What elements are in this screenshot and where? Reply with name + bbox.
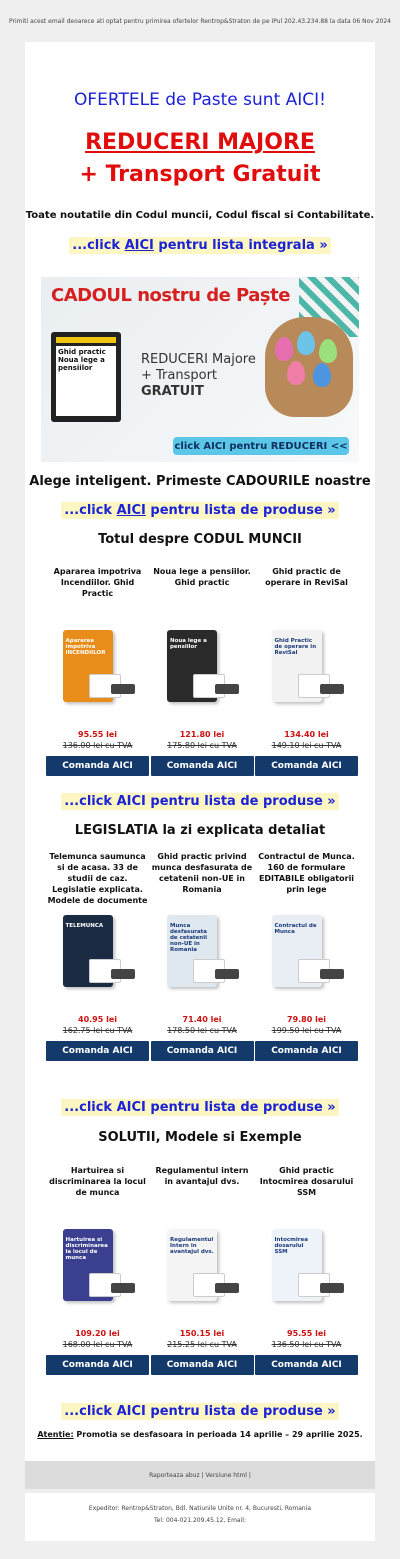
click-products-4-text[interactable]: ...click AICI pentru lista de produse » xyxy=(61,1403,338,1420)
product-name[interactable]: Ghid practic privind munca desfasurata de cetatenii non-UE in Romania xyxy=(151,852,253,894)
order-button[interactable]: Comanda AICI xyxy=(151,1041,254,1061)
banner-book xyxy=(51,332,121,422)
product-price: 95.55 lei xyxy=(78,730,117,739)
click-integral-link[interactable]: AICI xyxy=(124,238,154,253)
product-image[interactable] xyxy=(157,626,247,716)
click-products-line-1[interactable] xyxy=(25,503,375,518)
order-button[interactable]: Comanda AICI xyxy=(46,756,149,776)
usb-stick-icon xyxy=(111,969,135,979)
product-old-price: 175.80 lei cu TVA xyxy=(167,741,237,750)
usb-stick-icon xyxy=(111,1283,135,1293)
product-card xyxy=(151,566,254,776)
click-integral-suffix: pentru lista integrala » xyxy=(153,238,328,253)
click-products-2-text[interactable]: ...click AICI pentru lista de produse » xyxy=(61,793,338,810)
product-name[interactable]: Telemunca saumunca si de acasa. 33 de studii de caz. Legislatie explicata. Modele de documente xyxy=(47,852,148,905)
click-integral-prefix: ...click xyxy=(72,238,125,253)
product-image[interactable] xyxy=(53,911,143,1001)
footer-address: Expeditor: Rentrop&Straton, Bdl. Natiunile Unite nr. 4, Bucuresti, Romania xyxy=(88,1505,312,1512)
product-cover-title: Apararea impotriva INCENDIILOR xyxy=(65,638,106,656)
product-price: 79.80 lei xyxy=(287,1015,326,1024)
product-cover-title: Noua lege a pensiilor xyxy=(170,638,207,650)
product-old-price: 199.50 lei cu TVA xyxy=(271,1026,342,1035)
product-price: 150.15 lei xyxy=(179,1329,225,1338)
product-name[interactable]: Apararea impotriva Incendiilor. Ghid Practic xyxy=(53,567,142,598)
promo-notice-label: Atentie: xyxy=(37,1430,74,1439)
product-old-price: 178.50 lei cu TVA xyxy=(167,1026,237,1035)
product-card xyxy=(151,851,254,1061)
banner-offer-text xyxy=(141,352,281,400)
product-card xyxy=(46,566,149,776)
click-products-line-3[interactable] xyxy=(25,1100,375,1115)
usb-stick-icon xyxy=(215,684,239,694)
banner-book-title: Noua lege a pensiilor xyxy=(58,356,105,372)
product-old-price: 136.00 lei cu TVA xyxy=(62,741,133,750)
usb-stick-icon xyxy=(320,969,344,979)
click-products-1-suffix: pentru lista de produse » xyxy=(145,503,336,518)
section-title-legislatia: LEGISLATIA la zi explicata detaliat xyxy=(74,823,326,838)
product-name[interactable]: Contractul de Munca. 160 de formulare EDITABILE obligatorii prin lege xyxy=(258,852,355,894)
product-grid-1 xyxy=(46,566,358,776)
section-title-solutii: SOLUTII, Modele si Exemple xyxy=(98,1130,302,1145)
usb-stick-icon xyxy=(320,684,344,694)
product-cover-title: Contractul de Munca xyxy=(274,923,317,935)
product-price: 71.40 lei xyxy=(182,1015,222,1024)
click-products-3-text[interactable]: ...click AICI pentru lista de produse » xyxy=(61,1099,338,1116)
product-image[interactable] xyxy=(157,1225,247,1315)
usb-stick-icon xyxy=(215,1283,239,1293)
product-old-price: 136.50 lei cu TVA xyxy=(271,1340,342,1349)
banner-offer-line1: REDUCERI Majore xyxy=(141,352,256,367)
banner-cta-button[interactable]: click AICI pentru REDUCERI << xyxy=(173,437,349,455)
product-old-price: 162.75 lei cu TVA xyxy=(62,1026,133,1035)
click-products-line-2[interactable] xyxy=(25,794,375,809)
banner-book-type: Ghid practic xyxy=(58,348,106,356)
order-button[interactable]: Comanda AICI xyxy=(255,756,358,776)
product-price: 109.20 lei xyxy=(75,1329,120,1338)
product-name[interactable]: Regulamentul intern in avantajul dvs. xyxy=(155,1166,249,1186)
usb-stick-icon xyxy=(111,684,135,694)
header-note: Primiti acest email deoarece ati optat pentru primirea ofertelor Rentrop&Straton de pe IPul 202.43.234.88 la data 06 Nov 2024 xyxy=(9,17,391,25)
email-card xyxy=(25,42,375,1461)
banner-book-label xyxy=(56,337,116,343)
usb-stick-icon xyxy=(215,969,239,979)
promo-notice-text: Promotia se desfasoara in perioada 14 aprilie – 29 aprilie 2025. xyxy=(73,1430,363,1439)
product-name[interactable]: Ghid practic de operare in ReviSal xyxy=(265,567,348,587)
product-image[interactable] xyxy=(262,626,352,716)
order-button[interactable]: Comanda AICI xyxy=(46,1041,149,1061)
order-button[interactable]: Comanda AICI xyxy=(255,1355,358,1375)
banner-offer-line2: + Transport xyxy=(141,368,218,383)
hero-red-title-1[interactable]: REDUCERI MAJORE xyxy=(85,130,315,155)
product-image[interactable] xyxy=(53,1225,143,1315)
product-cover-title: Intocmirea dosarului SSM xyxy=(274,1237,308,1255)
product-cover-title: Munca desfasurata de cetatenii non-UE in Romania xyxy=(170,923,207,953)
product-cover-title: Hartuirea si discriminarea la locul de munca xyxy=(65,1237,108,1261)
product-cover-title: Ghid Practic de operare in ReviSal xyxy=(274,638,317,656)
order-button[interactable]: Comanda AICI xyxy=(255,1041,358,1061)
product-card xyxy=(255,566,358,776)
product-name[interactable]: Ghid practic Intocmirea dosarului SSM xyxy=(259,1166,354,1197)
product-price: 40.95 lei xyxy=(78,1015,117,1024)
product-price: 95.55 lei xyxy=(287,1329,326,1338)
product-image[interactable] xyxy=(262,1225,352,1315)
product-card xyxy=(255,1165,358,1375)
product-cover-title: TELEMUNCA xyxy=(65,923,104,929)
banner-title: CADOUL nostru de Paște xyxy=(51,285,290,306)
order-button[interactable]: Comanda AICI xyxy=(46,1355,149,1375)
product-name[interactable]: Hartuirea si discriminarea la locul de munca xyxy=(49,1166,146,1197)
product-image[interactable] xyxy=(53,626,143,716)
click-products-1-link[interactable]: AICI xyxy=(116,503,146,518)
product-grid-3 xyxy=(46,1165,358,1375)
usb-stick-icon xyxy=(320,1283,344,1293)
product-old-price: 149.10 lei cu TVA xyxy=(271,741,342,750)
promo-notice xyxy=(25,1430,375,1439)
product-price: 134.40 lei xyxy=(284,730,329,739)
hero-subtext: Toate noutatile din Codul muncii, Codul fiscal si Contabilitate. xyxy=(25,210,375,221)
hero-red-title-2: + Transport Gratuit xyxy=(79,162,321,187)
product-cover-title: Regulamentul Intern in avantajul dvs. xyxy=(170,1237,214,1255)
product-price: 121.80 lei xyxy=(179,730,225,739)
footer-links[interactable]: Raporteaza abuz | Versiune html | xyxy=(25,1461,375,1489)
product-card xyxy=(46,851,149,1061)
product-image[interactable] xyxy=(262,911,352,1001)
product-card xyxy=(255,851,358,1061)
product-image[interactable] xyxy=(157,911,247,1001)
section-title-codul-muncii: Totul despre CODUL MUNCII xyxy=(98,532,302,547)
order-button[interactable]: Comanda AICI xyxy=(151,1355,254,1375)
click-products-line-4[interactable] xyxy=(25,1404,375,1419)
click-integral-line[interactable] xyxy=(25,238,375,253)
footer-address-block xyxy=(25,1493,375,1541)
product-grid-2 xyxy=(46,851,358,1061)
product-old-price: 215.25 lei cu TVA xyxy=(167,1340,237,1349)
product-name[interactable]: Noua lege a pensiilor. Ghid practic xyxy=(153,567,251,587)
gift-line: Alege inteligent. Primeste CADOURILE noastre xyxy=(29,474,371,489)
product-old-price: 168.00 lei cu TVA xyxy=(62,1340,133,1349)
footer-phone: Tel: 004-021.209.45.12, Email: xyxy=(154,1517,246,1524)
click-products-1-prefix: ...click xyxy=(64,503,117,518)
banner-offer-bold: GRATUIT xyxy=(141,384,204,399)
product-card xyxy=(46,1165,149,1375)
hero-blue-title: OFERTELE de Paste sunt AICI! xyxy=(74,90,326,110)
order-button[interactable]: Comanda AICI xyxy=(151,756,254,776)
product-card xyxy=(151,1165,254,1375)
easter-banner[interactable] xyxy=(41,277,359,462)
